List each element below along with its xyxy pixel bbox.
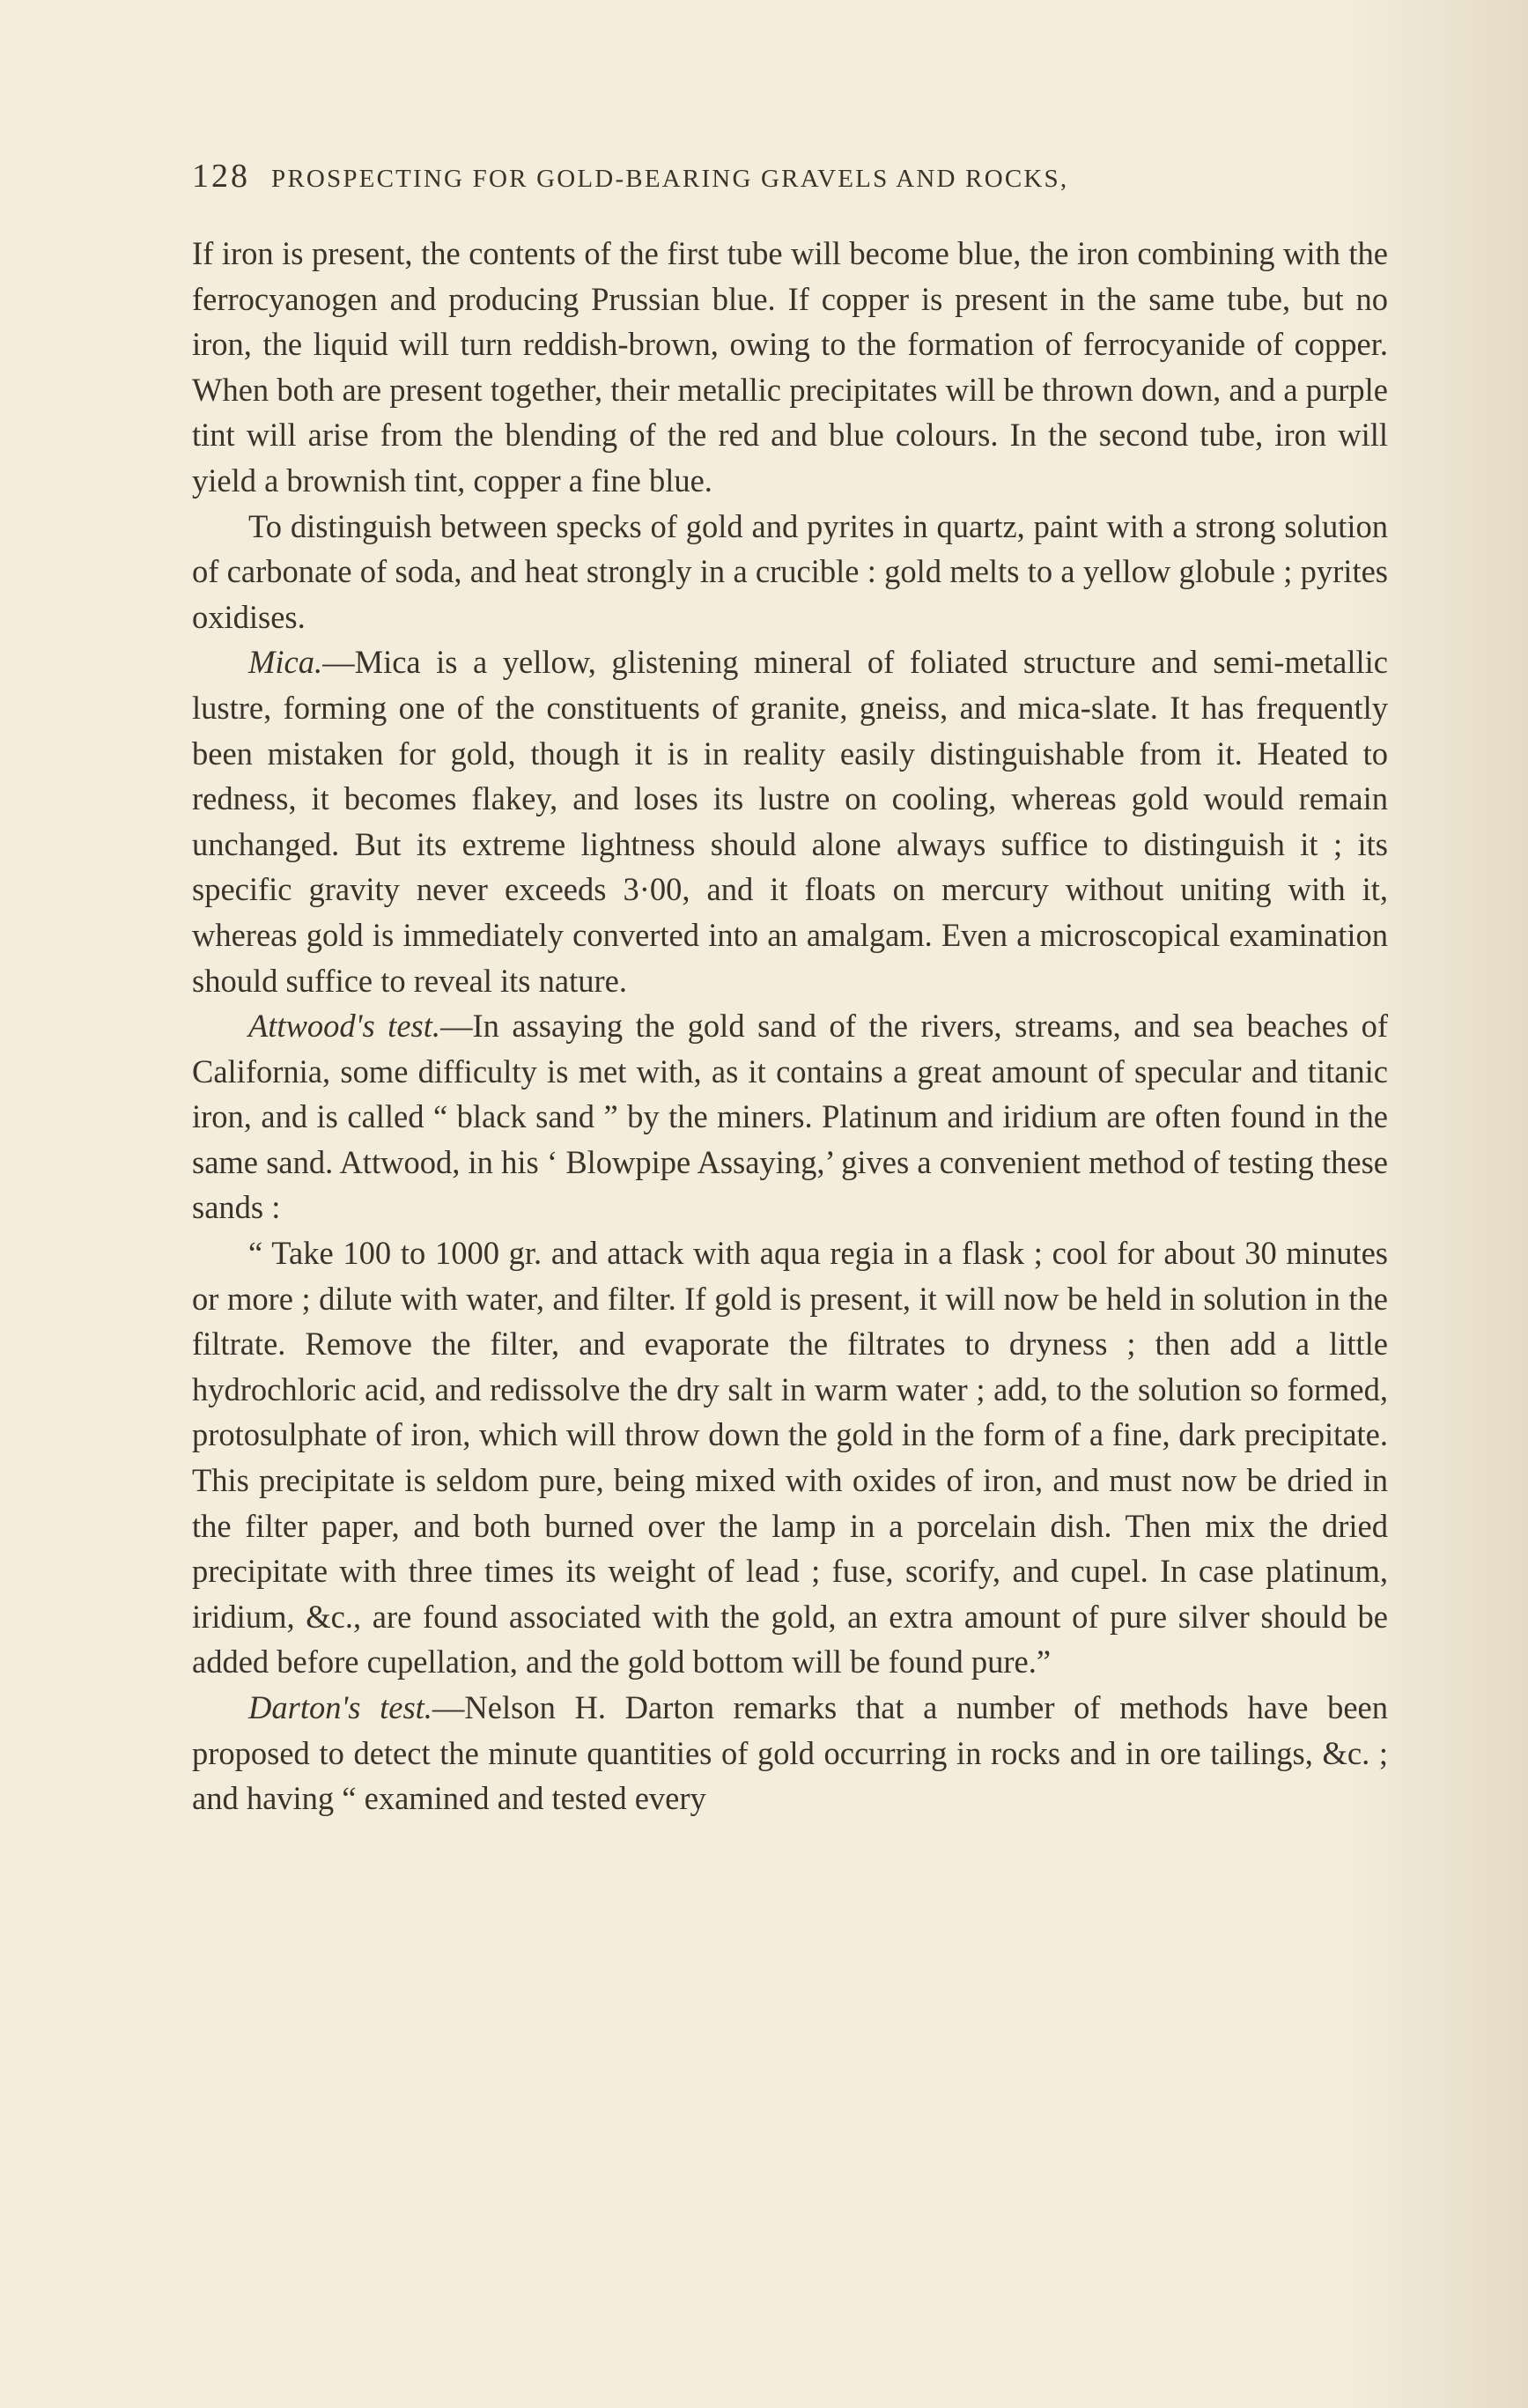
paragraph-mica: [192, 639, 1388, 1003]
run-in-heading: Attwood's test.: [248, 1008, 440, 1045]
paragraph-dartons-test: [192, 1685, 1388, 1821]
paragraph-attwoods-test: [192, 1003, 1388, 1230]
paragraph-text: —Mica is a yellow, glistening mineral of foliated structure and semi-metallic lustre, forming one of the constituents of granite, gneiss, and mica-slate. It has frequently been mistaken for gold, though it is in reality easily distinguishable from it. Heated to redness, it becomes flakey, and loses its lustre on cooling, whereas gold would remain unchanged. But its extreme lightness should alone always suffice to distinguish it ; its specific gravity never exceeds 3·00, and it floats on mercury without uniting with it, whereas gold is immediately converted into an amalgam. Even a microscopical examination should suffice to reveal its nature.: [192, 644, 1388, 999]
paragraph-iron-copper-test: [192, 231, 1388, 504]
page-number: 128: [192, 158, 250, 195]
paragraph-gold-pyrites: [192, 504, 1388, 640]
run-in-heading: Darton's test.: [248, 1689, 432, 1725]
run-in-heading: Mica.: [248, 644, 323, 681]
paragraph-text: “ Take 100 to 1000 gr. and attack with aqua regia in a flask ; cool for about 30 minutes or more ; dilute with water, and filter. If gold is present, it will now be held in solution in the filtrate. Remove the filter, and evaporate the filtrates to dryness ; then add a little hydrochloric acid, and redissolve the dry salt in warm water ; add, to the solution so formed, protosulphate of iron, which will throw down the gold in the form of a fine, dark precipitate. This precipitate is seldom pure, being mixed with oxides of iron, and must now be dried in the filter paper, and both burned over the lamp in a porcelain dish. Then mix the dried precipitate with three times its weight of lead ; fuse, scorify, and cupel. In case platinum, iridium, &c., are found associated with the gold, an extra amount of pure silver should be added before cupellation, and the gold bottom will be found pure.”: [192, 1235, 1388, 1680]
paragraph-text: To distinguish between specks of gold and pyrites in quartz, paint with a strong solution of carbonate of soda, and heat strongly in a crucible : gold melts to a yellow globule ; pyrites oxidises.: [192, 507, 1388, 635]
paragraph-quotation: [192, 1230, 1388, 1685]
paragraph-text: —Nelson H. Darton remarks that a number of methods have been proposed to detect the minute quantities of gold occurring in rocks and in ore tailings, &c. ; and having “ examined and tested every: [192, 1689, 1388, 1817]
body-text: [192, 231, 1388, 1821]
page-header: [192, 157, 1284, 201]
running-title: PROSPECTING FOR GOLD-BEARING GRAVELS AND ROCKS,: [271, 165, 1069, 193]
paragraph-text: If iron is present, the contents of the first tube will become blue, the iron combining with the ferrocyanogen and producing Prussian blue. If copper is present in the same tube, but no iron, the liquid will turn reddish-brown, owing to the formation of ferrocyanide of copper. When both are present together, their metallic precipitates will be thrown down, and a purple tint will arise from the blending of the red and blue colours. In the second tube, iron will yield a brownish tint, copper a fine blue.: [192, 235, 1388, 499]
paragraph-text: —In assaying the gold sand of the rivers, streams, and sea beaches of California, some difficulty is met with, as it contains a great amount of specular and titanic iron, and is called “ black sand ” by the miners. Platinum and iridium are often found in the same sand. Attwood, in his ‘ Blowpipe Assaying,’ gives a convenient method of testing these sands :: [192, 1008, 1388, 1226]
